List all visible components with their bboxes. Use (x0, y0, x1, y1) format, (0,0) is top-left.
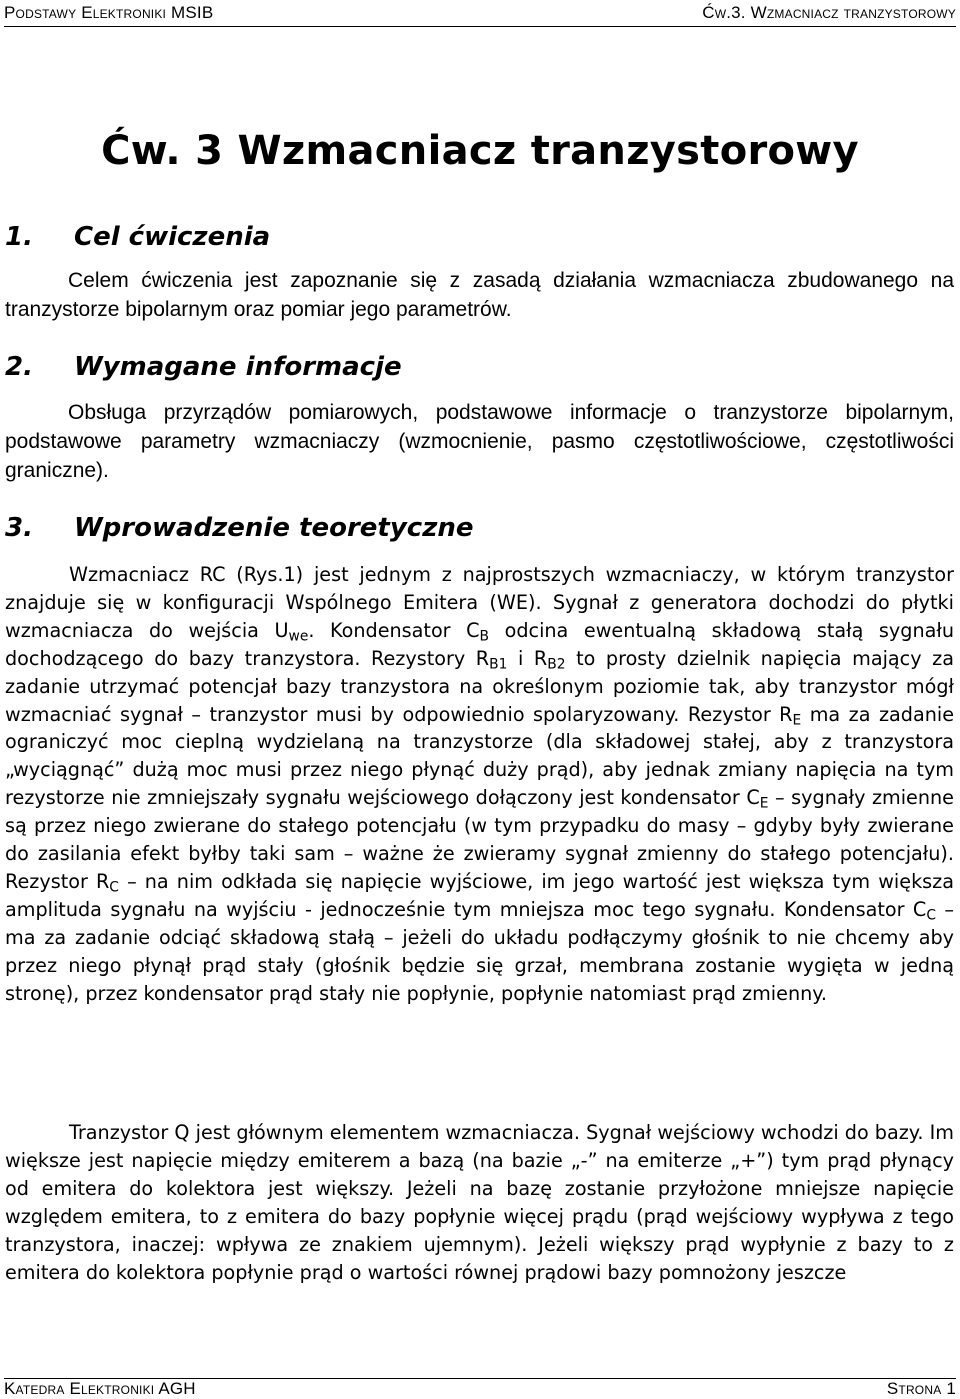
header-course-name: Podstawy Elektroniki MSIB (4, 3, 214, 22)
page-header (4, 0, 956, 27)
text-run: – na nim odkłada się napięcie wyjściowe, im jego wartość jest większa tym większa amplituda sygnału na wyjściu - jednocześnie tym mniejsza moc tego sygnału. Kondensator C (5, 869, 955, 921)
text-run: odcina ewentualną składową stałą sygnału dochodzącego do bazy tranzystora. Rezystory R (5, 618, 954, 670)
text-run: – ma za zadanie odciąć składową stałą – jeżeli do układu podłączymy głośnik to nie chcemy aby przez niego płynął prąd stały (głośnik będzie się grzał, membrana zostanie wygięta w jedną stronę), przez kondensator prąd stały nie popłynie, popłynie natomiast prąd zmienny. (5, 897, 955, 1005)
text-run: ma za zadanie ograniczyć moc cieplną wydzielaną na tranzystorze (dla składowej stałej, aby z tranzystora „wyciągnąć” dużą moc musi przez niego płynąć duży prąd), aby jednak zmiany napięcia na tym rezystorze nie zmniejszały sygnału wejściowego dołączony jest kondensator C (5, 702, 955, 810)
subscript-b1: B1 (489, 656, 508, 673)
section-title: Cel ćwiczenia (74, 222, 271, 252)
subscript-e: E (792, 711, 802, 728)
text-run: Wzmacniacz RC (Rys.1) jest jednym z najprostszych wzmacniaczy, w którym tranzystor znajduje się w konfiguracji Wspólnego Emitera (WE). Sygnał z generatora dochodzi do płytki wzmacniacza do wejścia U (5, 563, 954, 642)
text-run: to prosty dzielnik napięcia mający za zadanie utrzymać potencjał bazy tranzystora na określonym poziomie tak, aby tranzystor mógł wzmacniać sygnał – tranzystor musi by odpowiednio spolaryzowany. Rezystor R (5, 646, 954, 726)
subscript-c: C (926, 907, 936, 924)
subscript-e: E (759, 795, 769, 812)
text-run: i R (507, 646, 548, 670)
footer-page-number: Strona 1 (886, 1379, 956, 1398)
page-footer (4, 1378, 956, 1398)
section-3-paragraph-1 (5, 561, 954, 1008)
section-number: 2. (5, 352, 33, 382)
section-number: 3. (5, 513, 33, 543)
section-1-paragraph: Celem ćwiczenia jest zapoznanie się z zasadą działania wzmacniacza zbudowanego na tranzystorze bipolarnym oraz pomiar jego parametrów. (5, 269, 954, 321)
section-heading-3 (5, 513, 473, 543)
footer-department: Katedra Elektroniki AGH (4, 1379, 196, 1398)
section-2-paragraph: Obsługa przyrządów pomiarowych, podstawowe informacje o tranzystorze bipolarnym, podstawowe parametry wzmacniaczy (wzmocnienie, pasmo częstotliwościowe, częstotliwości graniczne). (5, 401, 954, 482)
section-heading-2 (5, 352, 402, 382)
section-number: 1. (5, 222, 33, 252)
subscript-c: C (109, 879, 119, 896)
document-title: Ćw. 3 Wzmacniacz tranzystorowy (101, 128, 859, 174)
subscript-b: B (479, 628, 490, 645)
header-exercise-name: Ćw.3. Wzmacniacz tranzystorowy (702, 3, 956, 22)
subscript-b2: B2 (547, 656, 566, 673)
section-title: Wprowadzenie teoretyczne (74, 513, 474, 543)
section-title: Wymagane informacje (74, 352, 402, 382)
text-run: . Kondensator C (308, 618, 480, 642)
text-run: – sygnały zmienne są przez niego zwierane do stałego potencjału (w tym przypadku do masy – gdyby były zwierane do zasilania efekt byłby taki sam – ważne że zwieramy sygnał zmienny do stałego potencjału). Rezystor R (5, 786, 954, 893)
subscript-we: we (288, 628, 309, 645)
section-3-paragraph-2: Tranzystor Q jest głównym elementem wzmacniacza. Sygnał wejściowy wchodzi do bazy. Im większe jest napięcie między emiterem a bazą (na bazie „-” na emiterze „+”) tym prąd płynący od emitera do kolektora jest większy. Jeżeli na bazę zostanie przyłożone mniejsze napięcie względem emitera, to z emitera do bazy popłynie więcej prądu (prąd wejściowy wypływa z tego tranzystora, inaczej: wpływa ze znakiem ujemnym). Jeżeli większy prąd wypłynie z bazy to z emitera do kolektora popłynie prąd o wartości równej prądowi bazy pomnożony jeszcze (5, 1121, 954, 1284)
section-heading-1 (5, 222, 270, 252)
